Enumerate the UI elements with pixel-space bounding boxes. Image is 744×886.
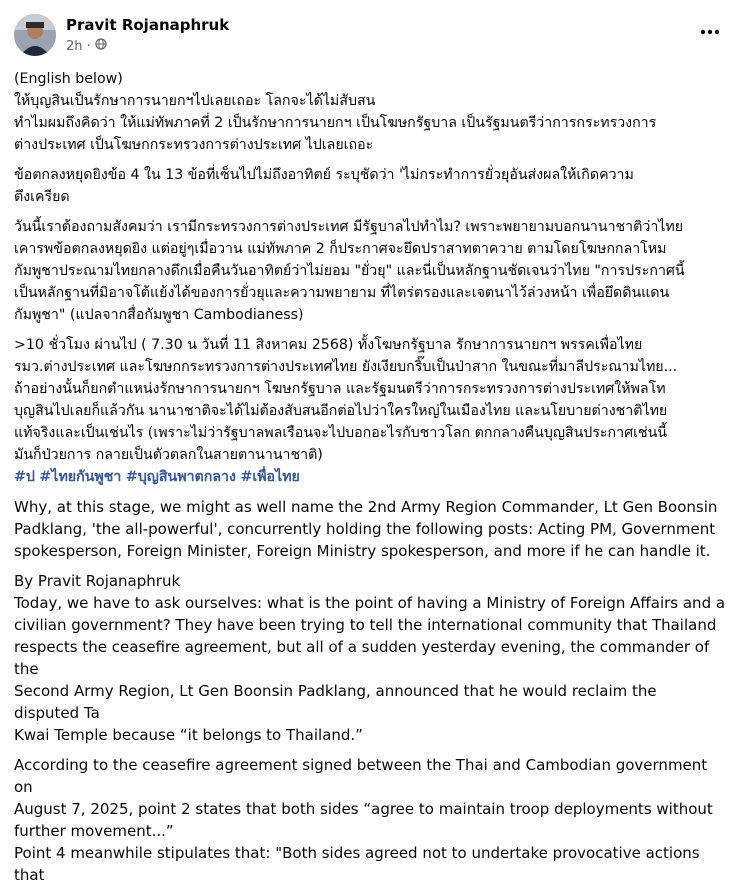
english-paragraph-2	[14, 592, 726, 746]
post-meta	[66, 38, 107, 54]
text-line: Today, we have to ask ourselves: what is the point of having a Ministry of Foreign Affairs and a	[14, 594, 726, 612]
thai-paragraph-2	[14, 164, 726, 208]
hashtag-link[interactable]: #ป	[14, 469, 35, 485]
text-line: Padklang, 'the all-powerful', concurrently holding the following posts: Acting PM, Government	[14, 520, 716, 538]
text-line: spokesperson, Foreign Minister, Foreign Ministry spokesperson, and more if he can handle it.	[14, 542, 711, 560]
text-line: Kwai Temple because “it belongs to Thailand.”	[14, 726, 363, 744]
english-byline: By Pravit Rojanaphruk	[14, 572, 181, 590]
text-line: August 7, 2025, point 2 states that both sides “agree to maintain troop deployments without	[14, 800, 713, 818]
text-line: แท้จริงและเป็นเช่นไร (เพราะไม่ว่ารัฐบาลพลเรือนจะไปบอกอะไรกับชาวโลก ตกกลางคืนบุญสินประกาศเช่นนี้	[14, 425, 667, 441]
hashtag-link[interactable]: #เพื่อไทย	[240, 469, 300, 485]
globe-icon	[95, 38, 107, 54]
separator-dot: ·	[86, 38, 91, 54]
text-line: civilian government? They have been trying to tell the international community that Thailand	[14, 616, 717, 634]
hashtag-link[interactable]: #ไทยกันพูชา	[39, 469, 122, 485]
hashtags	[14, 466, 726, 488]
text-line: เป็นหลักฐานที่มิอาจโต้แย้งได้ของการยั่วยุและความพยายาม ที่ไตร่ตรองและเจตนาไว้ล่วงหน้า เพื่อยึดดินแดน	[14, 285, 670, 301]
text-line: บุญสินไปเลยก็แล้วกัน นานาชาติจะได้ไม่ต้องสับสนอีกต่อไปว่าใครใหญ่ในเมืองไทย และนโยบายต่างชาติไทย	[14, 403, 668, 419]
text-line: ตึงเครียด	[14, 189, 70, 205]
avatar[interactable]	[14, 14, 56, 56]
hashtag-link[interactable]: #บุญสินพาตกลาง	[125, 469, 236, 485]
text-line: ข้อตกลงหยุดยิงข้อ 4 ใน 13 ข้อที่เซ็นไปไม่ถึงอาทิตย์ ระบุชัดว่า 'ไม่กระทำการยั่วยุอันส่งผลให้เกิดความ	[14, 167, 634, 183]
text-line: further movement...”	[14, 822, 174, 840]
text-line: กัมพูชา" (แปลจากสื่อกัมพูชา Cambodianess)	[14, 307, 304, 323]
text-line: Point 4 meanwhile stipulates that: "Both sides agreed not to undertake provocative actions that	[14, 844, 700, 884]
text-line: According to the ceasefire agreement signed between the Thai and Cambodian government on	[14, 756, 708, 796]
intro-line: (English below)	[14, 71, 123, 87]
post-time[interactable]: 2h	[66, 38, 83, 54]
english-paragraph-3	[14, 754, 726, 842]
text-line: respects the ceasefire agreement, but all of a sudden yesterday evening, the commander of the	[14, 638, 710, 678]
author-name[interactable]: Pravit Rojanaphruk	[66, 16, 230, 34]
text-line: ต่างประเทศ เป็นโฆษกกระทรวงการต่างประเทศ ไปเลยเถอะ	[14, 137, 374, 153]
text-line: มันก็ป่วยการ กลายเป็นตัวตลกในสายตานานาชาติ)	[14, 447, 323, 463]
more-horizontal-icon[interactable]	[696, 22, 724, 42]
post-header	[14, 14, 730, 58]
text-line: เคารพข้อตกลงหยุดยิง แต่อยู่ๆเมื่อวาน แม่ทัพภาค 2 ก็ประกาศจะยึดปราสาทตาควาย ตามโดยโฆษกกลาโหม	[14, 241, 667, 257]
english-paragraph-4	[14, 842, 726, 886]
english-paragraph-1	[14, 496, 726, 562]
text-line: Why, at this stage, we might as well name the 2nd Army Region Commander, Lt Gen Boonsin	[14, 498, 718, 516]
text-line: กัมพูชาประณามไทยกลางดึกเมื่อคืนวันอาทิตย์ว่าไม่ยอม "ยั่วยุ" และนี่เป็นหลักฐานชัดเจนว่าไทย "การประกาศนี้	[14, 263, 685, 279]
text-line: วันนี้เราต้องถามสังคมว่า เรามีกระทรวงการต่างประเทศ มีรัฐบาลไปทำไม? เพราะพยายามบอกนานาชาติว่าไทย	[14, 219, 684, 235]
text-line: ถ้าอย่างนั้นก็ยกตำแหน่งรักษาการนายกฯ โฆษกรัฐบาล และรัฐมนตรีว่าการกระทรวงการต่างประเทศให้พลโท	[14, 381, 666, 397]
thai-paragraph-1	[14, 90, 726, 156]
text-line: ให้บุญสินเป็นรักษาการนายกฯไปเลยเถอะ โลกจะได้ไม่สับสน	[14, 93, 376, 109]
text-line: ทำไมผมถึงคิดว่า ให้แม่ทัพภาคที่ 2 เป็นรักษาการนายกฯ เป็นโฆษกรัฐบาล เป็นรัฐมนตรีว่าการกระทรวงการ	[14, 115, 657, 131]
thai-paragraph-3	[14, 216, 726, 326]
text-line: Second Army Region, Lt Gen Boonsin Padklang, announced that he would reclaim the disputed Ta	[14, 682, 657, 722]
post-body	[14, 68, 726, 886]
text-line: >10 ชั่วโมง ผ่านไป ( 7.30 น วันที่ 11 สิงหาคม 2568) ทั้งโฆษกรัฐบาล รักษาการนายกฯ พรรคเพื่อไทย	[14, 337, 643, 353]
text-line: รมว.ต่างประเทศ และโฆษกกระทรวงการต่างประเทศไทย ยังเงียบกริ๊บเป็นป่าสาก ในขณะที่มาลีประณามไทย...	[14, 359, 678, 375]
thai-paragraph-4	[14, 334, 726, 466]
